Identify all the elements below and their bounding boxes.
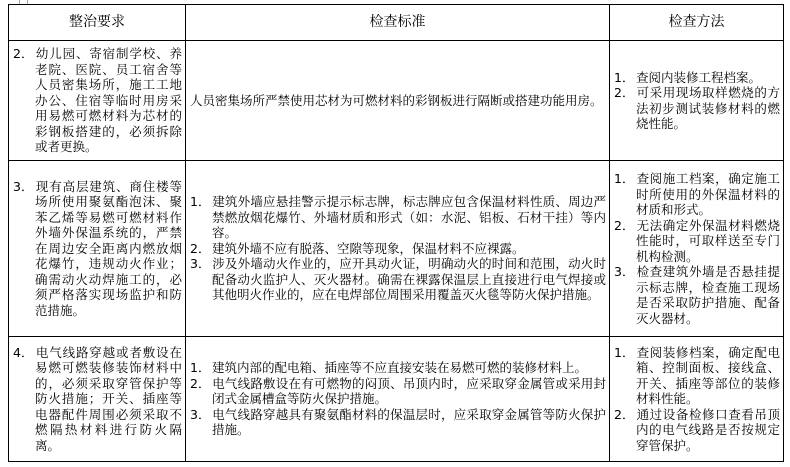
item-text: 检查建筑外墙是否悬挂提示标志牌，检查施工现场是否采取防护措施、配备灭火器材。	[636, 264, 780, 326]
item-number: 2．	[190, 375, 211, 391]
item-number: 1．	[190, 360, 211, 376]
item-text: 查阅施工档案，确定施工时所使用的外保温材料的材质和形式。	[636, 171, 780, 217]
item-text: 建筑外墙应悬挂警示提示标志牌，标志牌应包含保温材料性质、周边严禁燃放烟花爆竹、外墙材质和形式（如：水泥、铝板、石材干挂）等内容。	[212, 194, 606, 241]
requirement-item	[13, 179, 182, 319]
standard-item	[190, 376, 606, 407]
table-row	[9, 41, 784, 161]
standard-paragraph: 人员密集场所严禁使用芯材为可燃材料的彩钢板进行隔断或搭建功能用房。	[190, 92, 603, 108]
method-item	[614, 407, 780, 454]
standard-item	[190, 407, 606, 438]
item-number: 3．	[13, 178, 34, 194]
cell-method-4	[610, 337, 784, 462]
cell-requirement-2	[9, 41, 186, 161]
header-requirement: 整治要求	[9, 5, 186, 41]
item-text: 可采用现场取样燃烧的方法初步测试装修材料的燃烧性能。	[636, 85, 780, 131]
cell-method-3	[610, 161, 784, 337]
item-number: 1．	[614, 171, 635, 186]
item-text: 通过设备检修口查看吊顶内的电气线路是否按规定穿管保护。	[636, 406, 780, 453]
table-row	[9, 161, 784, 337]
method-item	[614, 218, 780, 265]
item-number: 4．	[13, 344, 34, 360]
requirement-item	[13, 345, 182, 454]
item-text: 涉及外墙动火作业的，应开具动火证，明确动火的时间和范围，动火时配备动火监护人、灭火器材。确需在裸露保温层上直接进行电气焊接或其他明火作业的，应在电焊部位周围采用覆盖灭火毯等防火保护措施。	[212, 256, 606, 303]
method-item	[614, 264, 780, 326]
cell-method-2	[610, 41, 784, 161]
item-text: 幼儿园、寄宿制学校、养老院、医院、员工宿舍等人员密集场所，施工工地办公、住宿等临时用房采用易燃可燃材料为芯材的彩钢板搭建的，必须拆除或者更换。	[35, 46, 182, 155]
item-number: 3．	[190, 406, 211, 422]
item-number: 2．	[614, 217, 635, 233]
item-text: 现有高层建筑、商住楼等场所使用聚氨酯泡沫、聚苯乙烯等易燃可燃材料作外墙外保温系统的，严禁在周边安全距离内燃放烟花爆竹，违规动火作业；确需动火动焊施工的，必须严格落实现场监护和防范措施。	[35, 178, 182, 318]
item-text: 建筑内部的配电箱、插座等不应直接安装在易燃可燃的装修材料上。	[212, 360, 588, 376]
inspection-table	[8, 4, 784, 462]
cell-standard-4	[186, 337, 610, 462]
method-item	[614, 345, 780, 407]
item-number: 2．	[190, 240, 211, 256]
item-number: 2．	[614, 85, 635, 100]
item-text: 建筑外墙不应有脱落、空隙等现象，保温材料不应裸露。	[212, 240, 525, 256]
standard-item	[190, 194, 606, 241]
item-number: 1．	[190, 194, 211, 210]
item-number: 3．	[190, 256, 211, 272]
item-number: 2．	[13, 46, 34, 62]
header-standard: 检查标准	[186, 5, 610, 41]
standard-item	[190, 241, 606, 257]
item-text: 电气线路穿越具有聚氨酯材料的保温层时，应采取穿金属管等防火保护措施。	[212, 406, 606, 438]
item-text: 电气线路穿越或者敷设在易燃可燃装修装饰材料中的，必须采取穿管保护等防火措施；开关、插座等电器配件周围必须采取不燃隔热材料进行防火隔离。	[35, 344, 182, 453]
item-text: 查阅内装修工程档案。	[636, 69, 762, 85]
item-number: 1．	[614, 344, 635, 360]
requirement-item	[13, 46, 182, 155]
item-text: 查阅装修档案，确定配电箱、控制面板、接线盒、开关、插座等部位的装修材料性能。	[636, 344, 780, 407]
item-number: 1．	[614, 69, 635, 85]
method-item	[614, 70, 780, 86]
item-number: 3．	[614, 264, 635, 279]
item-number: 2．	[614, 406, 635, 422]
standard-item	[190, 360, 606, 376]
method-item	[614, 171, 780, 218]
header-method: 检查方法	[610, 5, 784, 41]
item-text: 无法确定外保温材料燃烧性能时，可取样送至专门机构检测。	[636, 217, 780, 264]
table-row	[9, 337, 784, 462]
cell-standard-2	[186, 41, 610, 161]
table-header-row	[9, 5, 784, 41]
item-text: 电气线路敷设在有可燃物的闷顶、吊顶内时，应采取穿金属管或采用封闭式金属槽盒等防火保护措施。	[212, 375, 606, 407]
cell-requirement-4	[9, 337, 186, 462]
method-item	[614, 85, 780, 132]
cell-standard-3	[186, 161, 610, 337]
cell-requirement-3	[9, 161, 186, 337]
standard-item	[190, 256, 606, 303]
